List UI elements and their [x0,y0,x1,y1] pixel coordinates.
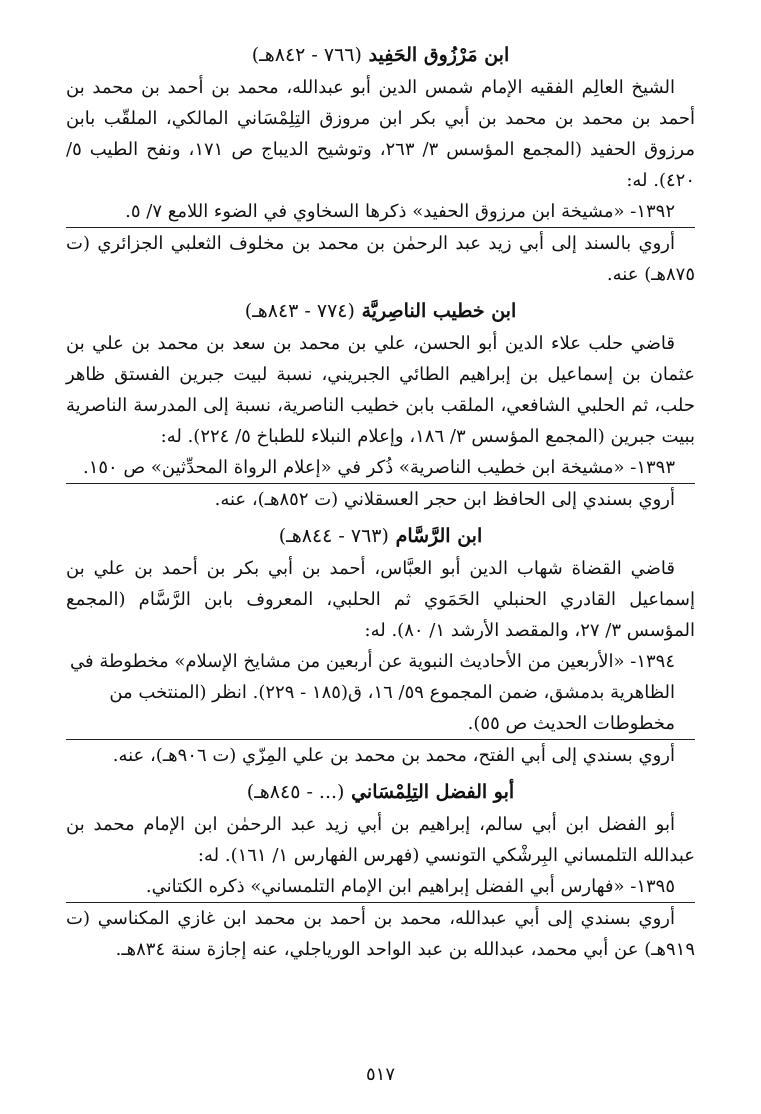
entry-heading [66,40,695,70]
entry-abu-fadl-tilimsani [66,777,695,965]
entry-heading-dates: (٧٧٤ - ٨٤٣هـ) [244,300,355,322]
entry-chain: أروي بالسند إلى أبي زيد عبد الرحمٰن بن محمد بن مخلوف الثعلبي الجزائري (ت ٨٧٥هـ) عنه. [66,233,695,285]
entry-biography: قاضي حلب علاء الدين أبو الحسن، علي بن محمد بن سعد بن محمد بن علي بن عثمان بن إسماعيل بن إبراهيم الطائي الجبريني، نسبة لبيت جبرين الفستق ظاهر حلب، ثم الحلبي الشافعي، الملقب بابن خطيب الناصرية، نسبة إلى المدرسة الناصرية ببيت جبرين (المجمع المؤسس ٣/ ١٨٦، وإعلام النبلاء للطباخ ٥/ ٢٢٤). له: [66,333,695,447]
entry-chain: أروي بسندي إلى الحافظ ابن حجر العسقلاني (ت ٨٥٢هـ)، عنه. [214,489,675,510]
entry-heading-name: ابن الرَّسَّام [395,525,483,547]
entry-biography: أبو الفضل ابن أبي سالم، إبراهيم بن أبي زيد عبد الرحمٰن ابن الإمام محمد بن عبدالله التلمساني البِرشْكي التونسي (فهرس الفهارس ١/ ١٦١). له: [66,814,695,866]
entry-heading-name: ابن خطيب الناصِريَّة [361,300,517,322]
entry-ibn-khatib-nasiriyya [66,296,695,515]
entry-chain: أروي بسندي إلى أبي الفتح، محمد بن محمد بن علي المِزّي (ت ٩٠٦هـ)، عنه. [112,745,675,766]
entry-biography: قاضي القضاة شهاب الدين أبو العبَّاس، أحمد بن أبي بكر بن أحمد بن علي بن إسماعيل القادري الحنبلي الحَمَوي ثم الحلبي، المعروف بابن الرَّسَّام (المجمع المؤسس ٣/ ٢٧، والمقصد الأرشد ١/ ٨٠). له: [66,558,695,641]
entry-heading-dates: (٧٦٦ - ٨٤٢هـ) [251,44,362,66]
entry-heading [66,521,695,551]
entry-ibn-marzuq [66,40,695,290]
entry-work: ١٣٩٢- «مشيخة ابن مرزوق الحفيد» ذكرها السخاوي في الضوء اللامع ٧/ ٥. [66,196,695,228]
entry-work: ١٣٩٥- «فهارس أبي الفضل إبراهيم ابن الإمام التلمساني» ذكره الكتاني. [66,871,695,903]
entry-heading-name: أبو الفضل التِلِمْسَاني [351,781,515,803]
entry-heading [66,777,695,807]
page-number: ٥١٧ [365,1064,395,1085]
entry-work: ١٣٩٤- «الأربعين من الأحاديث النبوية عن أربعين من مشايخ الإسلام» مخطوطة في الظاهرية بدمشق، ضمن المجموع ٥٩/ ١٦، ق(١٨٥ - ٢٢٩). انظر (المنتخب من مخطوطات الحديث ص ٥٥). [66,646,695,740]
entry-work: ١٣٩٣- «مشيخة ابن خطيب الناصرية» ذُكر في «إعلام الرواة المحدِّثين» ص ١٥٠. [66,452,695,484]
entry-heading-dates: (٧٦٣ - ٨٤٤هـ) [278,525,389,547]
entry-heading [66,296,695,326]
entry-heading-dates: (... - ٨٤٥هـ) [246,781,345,803]
entry-biography: الشيخ العالِم الفقيه الإمام شمس الدين أبو عبدالله، محمد بن أحمد بن محمد بن أحمد بن محمد بن محمد بن أبي بكر ابن مروزق التِلِمْسَاني المالكي، الملقّب بابن مرزوق الحفيد (المجمع المؤسس ٣/ ٢٦٣، وتوشيح الديباج ص ١٧١، ونفح الطيب ٥/ ٤٢٠). له: [66,77,695,191]
entry-ibn-rassam [66,521,695,771]
entry-heading-name: ابن مَرْزُوق الحَفِيد [368,44,510,66]
entry-chain: أروي بسندي إلى أبي عبدالله، محمد بن أحمد بن محمد ابن غازي المكناسي (ت ٩١٩هـ) عن أبي محمد، عبدالله بن عبد الواحد الورياجلي، عنه إجازة سنة ٨٣٤هـ. [66,908,695,960]
